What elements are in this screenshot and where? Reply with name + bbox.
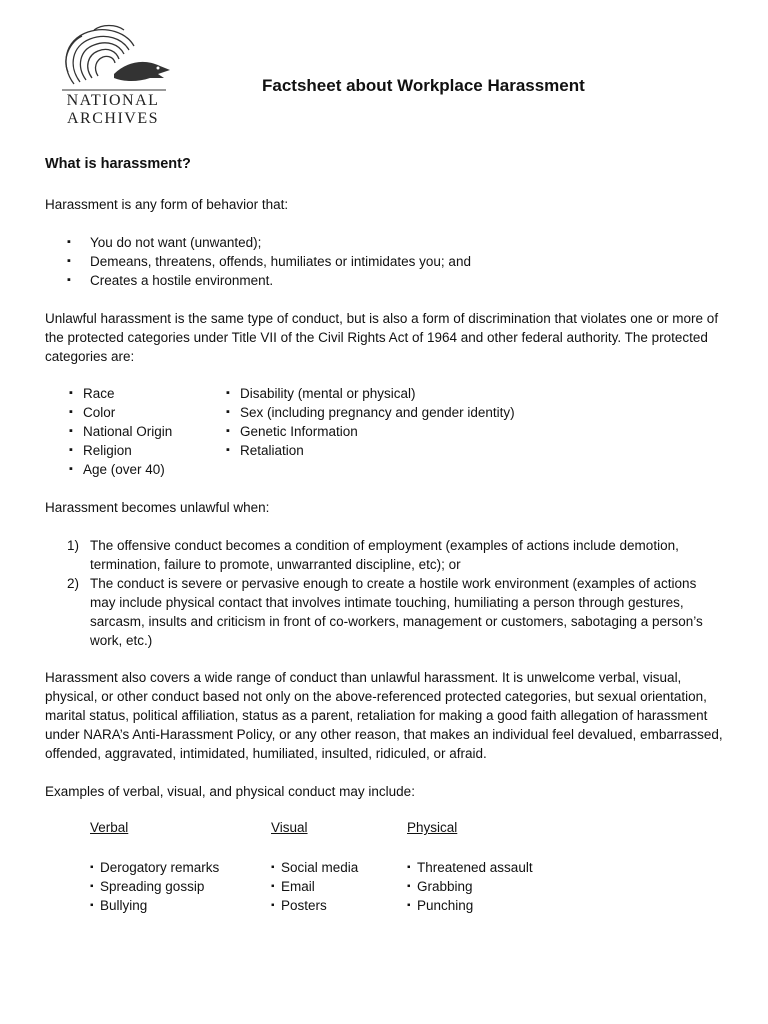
protected-category-item: ▪ Religion: [69, 441, 219, 460]
becomes-unlawful-text: Harassment becomes unlawful when:: [45, 500, 270, 515]
eagle-emblem-icon: [54, 22, 174, 94]
behavior-item: ▪ You do not want (unwanted);: [45, 233, 735, 252]
protected-category-item: ▪ Race: [69, 384, 219, 403]
unlawful-paragraph: Unlawful harassment is the same type of conduct, but is also a form of discrimination that violates one or more of the protected categories under Title VII of the Civil Rights Act of 1964 and other federal authority. The protected categories are:: [45, 311, 719, 364]
physical-examples-list: [407, 858, 607, 915]
visual-examples-list: [271, 858, 401, 915]
visual-example-item: ▪ Social media: [271, 858, 401, 877]
national-archives-logo: [48, 22, 178, 126]
physical-example-item: ▪ Punching: [407, 896, 607, 915]
physical-example-item: ▪ Threatened assault: [407, 858, 607, 877]
visual-example-item: ▪ Email: [271, 877, 401, 896]
visual-example-item: ▪ Posters: [271, 896, 401, 915]
behavior-item: ▪ Demeans, threatens, offends, humiliates or intimidates you; and: [45, 252, 735, 271]
document-title: Factsheet about Workplace Harassment: [262, 76, 585, 95]
verbal-example-item: ▪ Spreading gossip: [90, 877, 265, 896]
physical-example-item: ▪ Grabbing: [407, 877, 607, 896]
logo-text-archives: ARCHIVES: [66, 110, 159, 127]
section-heading: What is harassment?: [45, 156, 191, 172]
behavior-list: [45, 233, 735, 290]
physical-heading: Physical: [407, 820, 458, 835]
verbal-examples-list: [90, 858, 265, 915]
behavior-item: ▪ Creates a hostile environment.: [45, 271, 735, 290]
verbal-example-item: ▪ Derogatory remarks: [90, 858, 265, 877]
protected-category-item: ▪ Color: [69, 403, 219, 422]
protected-category-item: ▪ Disability (mental or physical): [226, 384, 626, 403]
verbal-example-item: ▪ Bullying: [90, 896, 265, 915]
condition-item: [45, 536, 725, 574]
condition-number: 2): [67, 576, 80, 591]
condition-text: The conduct is severe or pervasive enough to create a hostile work environment (examples of actions may include physical contact that involves intimate touching, humiliating a person through gestures, sarcasm, insults and criticism in front of co-workers, management or customers, sabotaging a person’s work, etc.): [90, 576, 703, 648]
condition-item: [45, 574, 725, 650]
protected-categories-right: [226, 384, 626, 460]
condition-text: The offensive conduct becomes a condition of employment (examples of actions include demotion, termination, failure to promote, unwarranted discipline, etc); or: [90, 538, 679, 572]
protected-categories-left: [69, 384, 219, 479]
protected-category-item: ▪ National Origin: [69, 422, 219, 441]
protected-category-item: ▪ Retaliation: [226, 441, 626, 460]
logo-text-national: NATIONAL: [66, 92, 160, 109]
verbal-heading: Verbal: [90, 820, 129, 835]
coverage-paragraph: Harassment also covers a wide range of conduct than unlawful harassment. It is unwelcome verbal, visual, physical, or other conduct based not only on the above-referenced protected categories, but sexual orientation, marital status, political affiliation, status as a parent, retaliation for making a good faith allegation of harassment under NARA’s Anti-Harassment Policy, or any other reason, that makes an individual feel devalued, embarrassed, offended, aggravated, intimidated, humiliated, insulted, ridiculed, or afraid.: [45, 670, 723, 761]
protected-category-item: ▪ Genetic Information: [226, 422, 626, 441]
unlawful-conditions-list: [45, 536, 725, 650]
visual-heading: Visual: [271, 820, 308, 835]
examples-intro-text: Examples of verbal, visual, and physical conduct may include:: [45, 784, 415, 799]
condition-number: 1): [67, 538, 80, 553]
protected-category-item: ▪ Sex (including pregnancy and gender identity): [226, 403, 626, 422]
intro-text: Harassment is any form of behavior that:: [45, 197, 289, 212]
protected-category-item: ▪ Age (over 40): [69, 460, 219, 479]
